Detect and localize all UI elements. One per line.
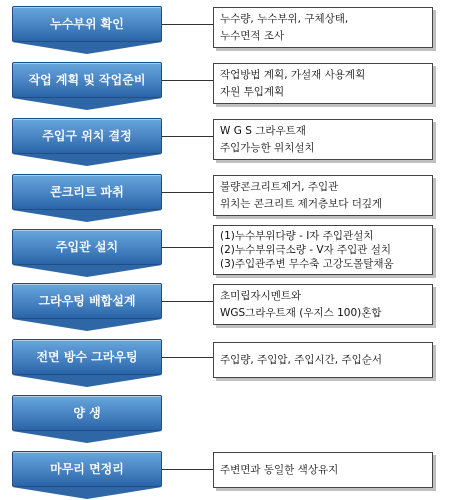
description-4-line-2: 위치는 콘크리트 제거층보다 더깊게 — [220, 198, 383, 210]
description-box-6 — [213, 284, 433, 325]
connector-line-5 — [162, 247, 213, 248]
description-9-line-1: 주변면과 동일한 색상유지 — [220, 464, 339, 476]
description-1-line-2: 누수면적 조사 — [220, 30, 285, 42]
flow-arrow-9 — [12, 487, 162, 499]
connector-line-6 — [162, 301, 213, 302]
connector-line-1 — [162, 24, 213, 25]
flow-arrow-8 — [12, 431, 162, 443]
description-5-line-2: (2)누수부위극소량 - V자 주입관 설치 — [220, 244, 392, 256]
description-5-line-3: (3)주입관주변 무수축 고강도몰탈채움 — [220, 258, 394, 270]
step-label-4: 콘크리트 파취 — [50, 185, 124, 199]
flow-arrow-2 — [12, 98, 162, 110]
description-box-9 — [213, 452, 433, 488]
description-2-line-2: 자원 투입계획 — [220, 86, 285, 98]
step-box-3 — [12, 118, 162, 154]
connector-line-4 — [162, 192, 213, 193]
flow-arrow-1 — [12, 42, 162, 54]
description-3-line-1: W G S 그라우트재 — [220, 125, 306, 137]
step-box-1 — [12, 6, 162, 42]
description-box-2 — [213, 63, 433, 104]
description-7-line-1: 주입량, 주입압, 주입시간, 주입순서 — [220, 354, 383, 366]
flow-arrow-4 — [12, 210, 162, 222]
description-4-line-1: 불량콘크리트제거, 주입관 — [220, 181, 339, 193]
description-3-line-2: 주입가능한 위치설치 — [220, 142, 315, 154]
connector-line-7 — [162, 357, 213, 358]
description-box-7 — [213, 342, 433, 378]
description-6-line-2: WGS그라우트재 (우지스 100)혼합 — [220, 307, 382, 319]
step-box-5 — [12, 229, 162, 265]
step-label-6: 그라우팅 배합설계 — [38, 294, 136, 308]
description-6-line-1: 초미립자시멘트와 — [220, 290, 302, 302]
step-box-6 — [12, 283, 162, 319]
description-1-line-1: 누수량, 누수부위, 구체상태, — [220, 13, 349, 25]
description-2-line-1: 작업방법 계획, 가설재 사용계획 — [220, 69, 366, 81]
connector-line-9 — [162, 469, 213, 470]
description-box-3 — [213, 119, 433, 160]
step-label-7: 전면 방수 그라우팅 — [36, 350, 138, 364]
description-5-line-1: (1)누수부위다량 - I자 주입관설치 — [220, 230, 374, 242]
flow-arrow-3 — [12, 154, 162, 166]
step-label-9: 마무리 면정리 — [50, 462, 124, 476]
flow-arrow-6 — [12, 319, 162, 331]
flow-arrow-5 — [12, 265, 162, 277]
flow-arrow-7 — [12, 375, 162, 387]
step-label-2: 작업 계획 및 작업준비 — [28, 73, 146, 87]
step-label-5: 주입관 설치 — [55, 240, 119, 254]
connector-line-3 — [162, 136, 213, 137]
step-box-7 — [12, 339, 162, 375]
step-box-9 — [12, 451, 162, 487]
step-label-3: 주입구 위치 결정 — [42, 129, 132, 143]
step-box-2 — [12, 62, 162, 98]
step-box-8 — [12, 395, 162, 431]
description-box-5 — [213, 225, 433, 275]
description-box-1 — [213, 7, 433, 48]
connector-line-2 — [162, 80, 213, 81]
step-label-1: 누수부위 확인 — [50, 17, 124, 31]
description-box-4 — [213, 175, 433, 216]
step-label-8: 양 생 — [73, 406, 101, 420]
step-box-4 — [12, 174, 162, 210]
